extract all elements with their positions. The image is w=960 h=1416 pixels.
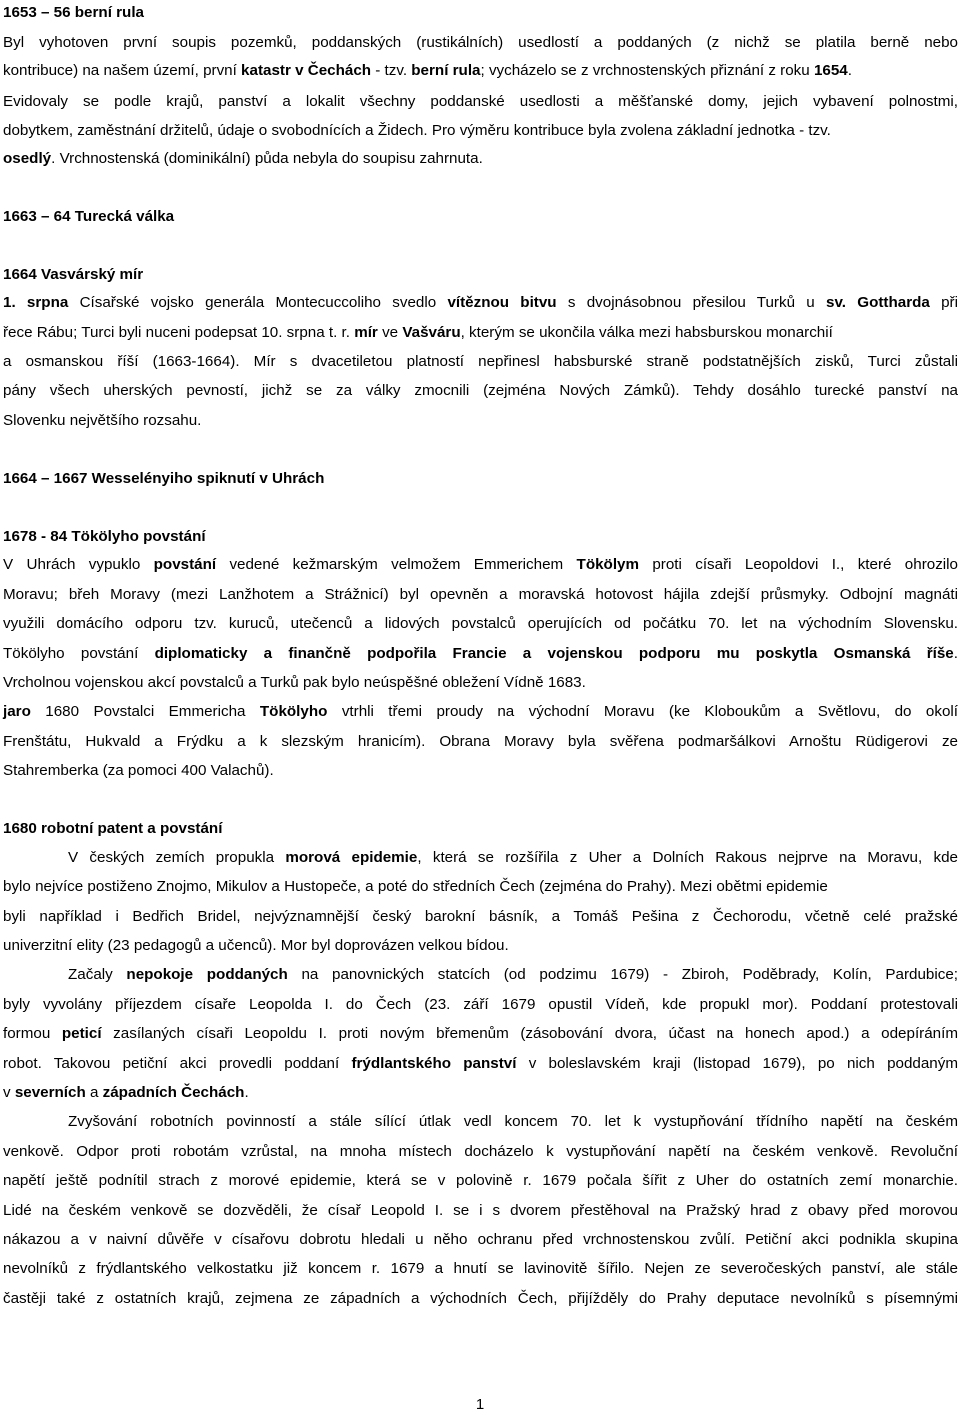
text-segment: Stahremberka (za pomoci 400 Valachů).: [3, 762, 274, 779]
section-heading: [3, 2, 958, 24]
text-line: [3, 584, 958, 606]
text-line: [3, 148, 958, 170]
bold-text: jaro: [3, 703, 31, 720]
bold-text: berní rula: [411, 62, 481, 79]
text-line: [3, 380, 958, 402]
text-line: [3, 322, 958, 344]
text-segment: Lidé na českém venkově se dozvěděli, že císař Leopold I. se i s dvorem přestěhoval na Pražský hrad z obavy před morovou: [3, 1202, 958, 1219]
text-line: [3, 292, 958, 314]
text-segment: Zvyšování robotních povinností a stále sílící útlak vedl koncem 70. let k vystupňování třídního napětí na českém: [68, 1113, 958, 1130]
section-heading: [3, 526, 958, 548]
text-line: [3, 1258, 958, 1280]
text-segment: a osmanskou říší (1663-1664). Mír s dvacetiletou platností nepřinesl habsburské straně podstatnějších zisků, Turci zůstali: [3, 353, 958, 370]
bold-text: frýdlantského panství: [351, 1055, 517, 1072]
text-segment: 1680 robotní patent a povstání: [3, 820, 223, 837]
text-segment: vedené kežmarským velmožem Emmerichem: [216, 556, 577, 573]
text-segment: Frenštátu, Hukvald a Frýdku a k slezským hranicím). Obrana Moravy byla svěřena podmaršálkovi Arnoštu Rüdigerovi ze: [3, 733, 958, 750]
text-segment: v boleslavském kraji (listopad 1679), po nich poddaným: [516, 1055, 958, 1072]
bold-text: povstání: [153, 556, 217, 573]
text-line: [3, 351, 958, 373]
text-segment: 1664 – 1667 Wesselényiho spiknutí v Uhrách: [3, 470, 325, 487]
text-line: [3, 994, 958, 1016]
text-segment: Evidovaly se podle krajů, panství a lokalit všechny poddanské usedlosti a měšťanské domy, jejich vybavení polnostmi,: [3, 93, 958, 110]
bold-text: diplomaticky a finančně podpořila Francie a vojenskou podporu mu poskytla Osmanská říše: [154, 645, 954, 662]
text-segment: byly vyvolány příjezdem císaře Leopolda I. do Čech (23. září 1679 opustil Vídeň, kde propukl mor). Poddaní protestovali: [3, 996, 958, 1013]
text-segment: na panovnických statcích (od podzimu 1679) - Zbiroh, Poděbrady, Kolín, Pardubice;: [287, 966, 959, 983]
text-line: [3, 91, 958, 113]
text-line: [3, 1170, 958, 1192]
text-line: [3, 643, 958, 665]
section-heading: [3, 818, 958, 840]
text-segment: V českých zemích propukla: [68, 849, 286, 866]
bold-text: 1. srpna: [3, 294, 69, 311]
text-segment: byli například i Bedřich Bridel, nejvýznamnější český barokní básník, a Tomáš Pešina z Čechorodu, včetně celé pražské: [3, 908, 958, 925]
text-segment: Byl vyhotoven první soupis pozemků, poddanských (rustikálních) usedlostí a poddaných (z nichž se platila berně nebo: [3, 34, 958, 51]
text-line: [3, 1111, 958, 1133]
text-segment: formou: [3, 1025, 62, 1042]
text-segment: zasílaných císaři Leopoldu I. proti novým břemenům (zásobování dvora, účast na honech apod.) a odepíráním: [101, 1025, 958, 1042]
text-segment: pány všech uherských pevností, jichž se za války zmocnili (zejména Nových Zámků). Tehdy dosáhlo turecké panství na: [3, 382, 958, 399]
text-segment: 1653 – 56 berní rula: [3, 4, 144, 21]
text-segment: 1678 - 84 Tökölyho povstání: [3, 528, 206, 545]
text-segment: Vrcholnou vojenskou akcí povstalců a Turků pak bylo neúspěšné obležení Vídně 1683.: [3, 674, 586, 691]
bold-text: Tökölyho: [259, 703, 328, 720]
text-line: [3, 1288, 958, 1310]
text-segment: v: [3, 1084, 15, 1101]
text-line: [3, 1200, 958, 1222]
bold-text: katastr v Čechách: [241, 62, 372, 79]
text-segment: , která se rozšířila z Uher a Dolních Rakous nejprve na Moravu, kde: [417, 849, 959, 866]
text-segment: při: [929, 294, 958, 311]
text-line: [3, 731, 958, 753]
text-line: [3, 120, 958, 142]
text-line: [3, 554, 958, 576]
text-segment: .: [953, 645, 958, 662]
text-segment: . Vrchnostenská (dominikální) půda nebyla do soupisu zahrnuta.: [51, 150, 483, 167]
text-line: [3, 60, 958, 82]
text-segment: ve: [377, 324, 403, 341]
section-heading: [3, 264, 958, 286]
text-segment: řece Rábu; Turci byli nuceni podepsat 10. srpna t. r.: [3, 324, 355, 341]
text-segment: využili domácího odporu tzv. kuruců, utečenců a lidových povstalců operujících od počátku 70. let na východním Slovensku.: [3, 615, 958, 632]
bold-text: osedlý: [3, 150, 52, 167]
bold-text: severních: [14, 1084, 86, 1101]
text-line: [3, 672, 958, 694]
bold-text: morová epidemie: [285, 849, 418, 866]
text-segment: .: [244, 1084, 249, 1101]
text-segment: a: [85, 1084, 103, 1101]
text-line: [3, 410, 958, 432]
text-segment: kontribuce) na našem území, první: [3, 62, 242, 79]
text-segment: robot. Takovou petiční akci provedli poddaní: [3, 1055, 352, 1072]
section-heading: [3, 206, 958, 228]
bold-text: vítěznou bitvu: [447, 294, 557, 311]
text-line: [3, 906, 958, 928]
text-line: [3, 876, 958, 898]
text-segment: Tökölyho povstání: [3, 645, 155, 662]
text-line: [3, 32, 958, 54]
text-segment: vtrhli třemi proudy na východní Moravu (ke Kloboukům a Světlovu, do okolí: [327, 703, 958, 720]
text-segment: 1664 Vasvárský mír: [3, 266, 144, 283]
text-segment: nákazou a v naivní důvěře v císařovu dobrotu hledali u něho ochranu před vrchnostenskou zvůlí. Petiční akci podnikla skupina: [3, 1231, 958, 1248]
text-line: [3, 847, 958, 869]
bold-text: sv. Gottharda: [826, 294, 930, 311]
bold-text: Tökölym: [576, 556, 639, 573]
text-segment: ; vycházelo se z vrchnostenských přiznání z roku: [480, 62, 814, 79]
text-segment: Moravu; břeh Moravy (mezi Lanžhotem a Strážnicí) byl opevněn a moravská hotovost hájila zdejší průsmyky. Odbojní magnáti: [3, 586, 958, 603]
text-line: [3, 1082, 958, 1104]
text-segment: .: [847, 62, 852, 79]
text-segment: Začaly: [68, 966, 127, 983]
text-segment: venkově. Odpor proti robotám vzrůstal, na mnoha místech docházelo k vystupňování napětí na českém venkově. Revoluční: [3, 1143, 958, 1160]
text-line: [3, 935, 958, 957]
text-line: [3, 760, 958, 782]
text-segment: nevolníků z frýdlantského velkostatku již koncem r. 1679 a hnutí se lavinovitě šířilo. Nejen ze severočeských panství, ale stále: [3, 1260, 958, 1277]
text-segment: - tzv.: [371, 62, 412, 79]
text-line: [3, 964, 958, 986]
text-segment: univerzitní elity (23 pedagogů a učenců). Mor byl doprovázen velkou bídou.: [3, 937, 509, 954]
text-segment: bylo nejvíce postiženo Znojmo, Mikulov a Hustopeče, a poté do středních Čech (zejména do Prahy). Mezi obětmi epidemie: [3, 878, 828, 895]
text-segment: 1663 – 64 Turecká válka: [3, 208, 175, 225]
text-line: [3, 1141, 958, 1163]
text-line: [3, 613, 958, 635]
text-segment: napětí ještě podnítil strach z morové epidemie, která se v polovině r. 1679 počala šířit z Uher do ostatních zemí monarchie.: [3, 1172, 958, 1189]
bold-text: mír: [354, 324, 378, 341]
bold-text: Vašváru: [402, 324, 461, 341]
text-line: [3, 1229, 958, 1251]
text-segment: s dvojnásobnou přesilou Turků u: [556, 294, 827, 311]
text-segment: proti císaři Leopoldovi I., které ohrozilo: [639, 556, 958, 573]
text-segment: Císařské vojsko generála Montecuccoliho svedlo: [68, 294, 448, 311]
text-segment: dobytkem, zaměstnání držitelů, údaje o svobodnících a Židech. Pro výměru kontribuce byla zvolena základní jednotka - tzv.: [3, 122, 831, 139]
bold-text: peticí: [61, 1025, 102, 1042]
bold-text: 1654: [813, 62, 848, 79]
section-heading: [3, 468, 958, 490]
page-number: 1: [475, 1396, 485, 1413]
bold-text: nepokoje poddaných: [126, 966, 288, 983]
text-line: [3, 1053, 958, 1075]
text-segment: V Uhrách vypuklo: [3, 556, 154, 573]
text-segment: Slovenku největšího rozsahu.: [3, 412, 202, 429]
bold-text: západních Čechách: [102, 1084, 245, 1101]
text-line: [3, 1023, 958, 1045]
text-segment: častěji také z ostatních krajů, zejmena ze západních a východních Čech, přijížděly do Prahy deputace nevolníků s písemnými: [3, 1290, 958, 1307]
text-segment: 1680 Povstalci Emmericha: [30, 703, 260, 720]
text-segment: , kterým se ukončila válka mezi habsburskou monarchií: [460, 324, 833, 341]
text-line: [3, 701, 958, 723]
